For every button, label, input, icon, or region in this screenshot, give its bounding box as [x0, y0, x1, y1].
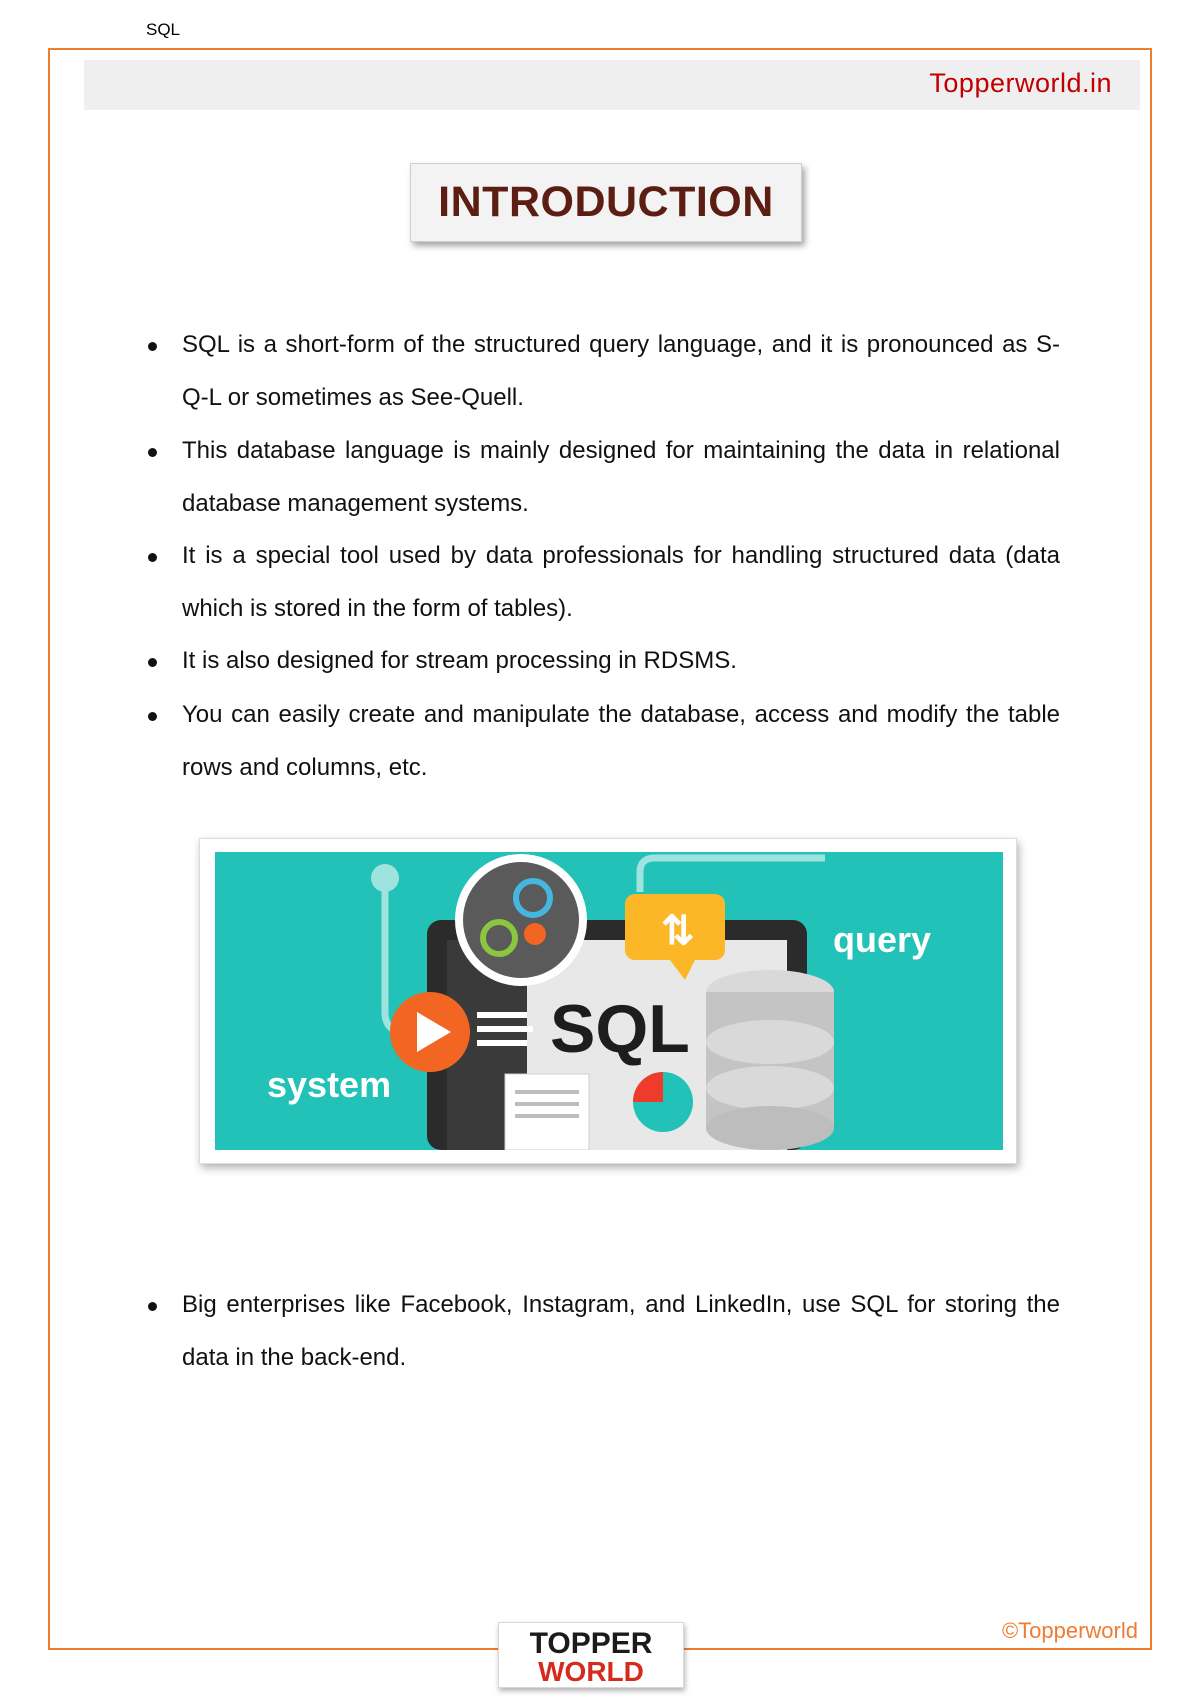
bullet-text: This database language is mainly designed for maintaining the data in relational database management systems.	[182, 437, 1060, 517]
logo-graphic	[499, 1623, 683, 1687]
list-item	[148, 424, 1060, 530]
bullet-text: Big enterprises like Facebook, Instagram, and LinkedIn, use SQL for storing the data in the back-end.	[182, 1291, 1060, 1371]
bullet-icon	[148, 1302, 157, 1311]
sql-illustration	[199, 838, 1017, 1164]
list-item	[148, 529, 1060, 635]
svg-text:⇅: ⇅	[661, 909, 695, 953]
logo-bottom-text: WORLD	[538, 1656, 644, 1687]
bullet-icon	[148, 712, 157, 721]
list-item	[148, 318, 1060, 424]
bullet-icon	[148, 553, 157, 562]
bullet-text: SQL is a short-form of the structured query language, and it is pronounced as S-Q-L or sometimes as See-Quell.	[182, 331, 1060, 411]
bullet-icon	[148, 448, 157, 457]
header-band	[84, 60, 1140, 110]
bullet-text: You can easily create and manipulate the database, access and modify the table rows and columns, etc.	[182, 701, 1060, 781]
system-label: system	[267, 1064, 392, 1105]
query-label: query	[833, 919, 932, 960]
bullet-text: It is also designed for stream processing in RDSMS.	[182, 647, 737, 674]
logo-top-text: TOPPER	[529, 1627, 653, 1660]
page-title: INTRODUCTION	[438, 178, 774, 226]
bullet-text: It is a special tool used by data professionals for handling structured data (data which is stored in the form of tables).	[182, 542, 1060, 622]
bullet-icon	[148, 658, 157, 667]
list-item	[148, 1278, 1060, 1384]
topperworld-logo	[498, 1622, 684, 1688]
brand-name: Topperworld.in	[929, 68, 1112, 98]
running-header: SQL	[146, 20, 181, 39]
title-box	[410, 163, 802, 242]
list-item	[148, 634, 1060, 687]
sql-illustration-graphic	[215, 852, 1003, 1150]
copyright-text: ©Topperworld	[1001, 1618, 1138, 1643]
sql-label: SQL	[550, 991, 690, 1067]
list-item	[148, 688, 1060, 794]
bullet-icon	[148, 342, 157, 351]
